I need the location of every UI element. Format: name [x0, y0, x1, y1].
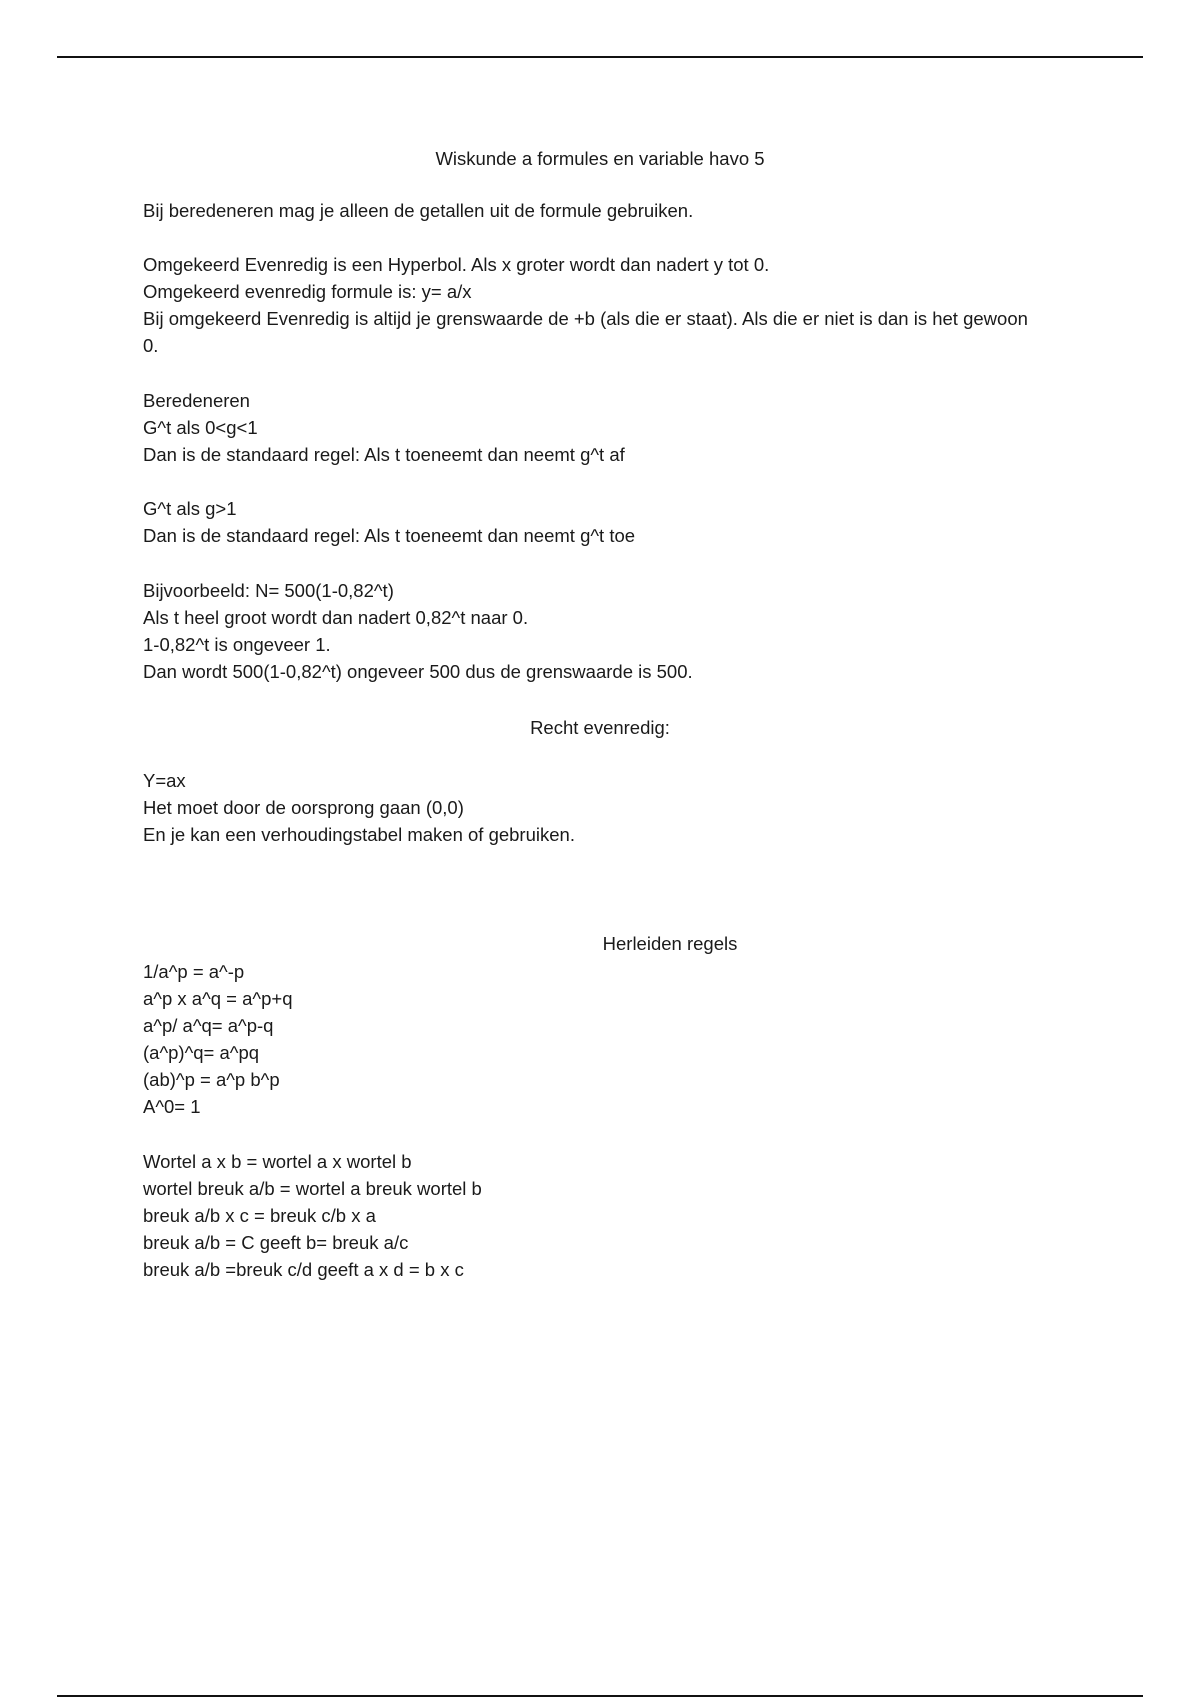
herleiden-rule: A^0= 1: [143, 1096, 201, 1117]
recht-line-2: En je kan een verhoudingstabel maken of gebruiken.: [143, 824, 575, 845]
top-rule: [57, 56, 1143, 58]
voorbeeld-line-2: Als t heel groot wordt dan nadert 0,82^t naar 0.: [143, 607, 529, 628]
herleiden-rule: (ab)^p = a^p b^p: [143, 1069, 280, 1090]
recht-heading: Recht evenredig:: [530, 717, 670, 738]
document-title: Wiskunde a formules en variable havo 5: [435, 148, 765, 169]
recht-formula: Y=ax: [143, 770, 186, 791]
beredeneren-rule-1: Dan is de standaard regel: Als t toeneemt dan neemt g^t af: [143, 444, 625, 465]
omgekeerd-line-1: Omgekeerd Evenredig is een Hyperbol. Als x groter wordt dan nadert y tot 0.: [143, 254, 770, 275]
wortel-rule: Wortel a x b = wortel a x wortel b: [143, 1151, 412, 1172]
beredeneren-heading: Beredeneren: [143, 390, 250, 411]
herleiden-heading: Herleiden regels: [602, 933, 738, 954]
omgekeerd-line-2: Omgekeerd evenredig formule is: y= a/x: [143, 281, 472, 302]
voorbeeld-line-1: Bijvoorbeeld: N= 500(1-0,82^t): [143, 580, 394, 601]
beredeneren-case-2: G^t als g>1: [143, 498, 237, 519]
bottom-rule: [57, 1695, 1143, 1697]
voorbeeld-line-4: Dan wordt 500(1-0,82^t) ongeveer 500 dus de grenswaarde is 500.: [143, 661, 693, 682]
wortel-rule: breuk a/b =breuk c/d geeft a x d = b x c: [143, 1259, 464, 1280]
beredeneren-case-1: G^t als 0<g<1: [143, 417, 258, 438]
recht-line-1: Het moet door de oorsprong gaan (0,0): [143, 797, 464, 818]
wortel-rule: breuk a/b = C geeft b= breuk a/c: [143, 1232, 409, 1253]
herleiden-rule: a^p/ a^q= a^p-q: [143, 1015, 274, 1036]
herleiden-rule: 1/a^p = a^-p: [143, 961, 245, 982]
voorbeeld-line-3: 1-0,82^t is ongeveer 1.: [143, 634, 331, 655]
intro-text: Bij beredeneren mag je alleen de getallen uit de formule gebruiken.: [143, 200, 694, 221]
wortel-rule: wortel breuk a/b = wortel a breuk wortel b: [143, 1178, 482, 1199]
beredeneren-rule-2: Dan is de standaard regel: Als t toeneemt dan neemt g^t toe: [143, 525, 636, 546]
herleiden-rule: (a^p)^q= a^pq: [143, 1042, 260, 1063]
wortel-rule: breuk a/b x c = breuk c/b x a: [143, 1205, 376, 1226]
herleiden-rule: a^p x a^q = a^p+q: [143, 988, 293, 1009]
omgekeerd-line-3: Bij omgekeerd Evenredig is altijd je grenswaarde de +b (als die er staat). Als die er niet is dan is het gewoon 0.: [143, 308, 1028, 356]
